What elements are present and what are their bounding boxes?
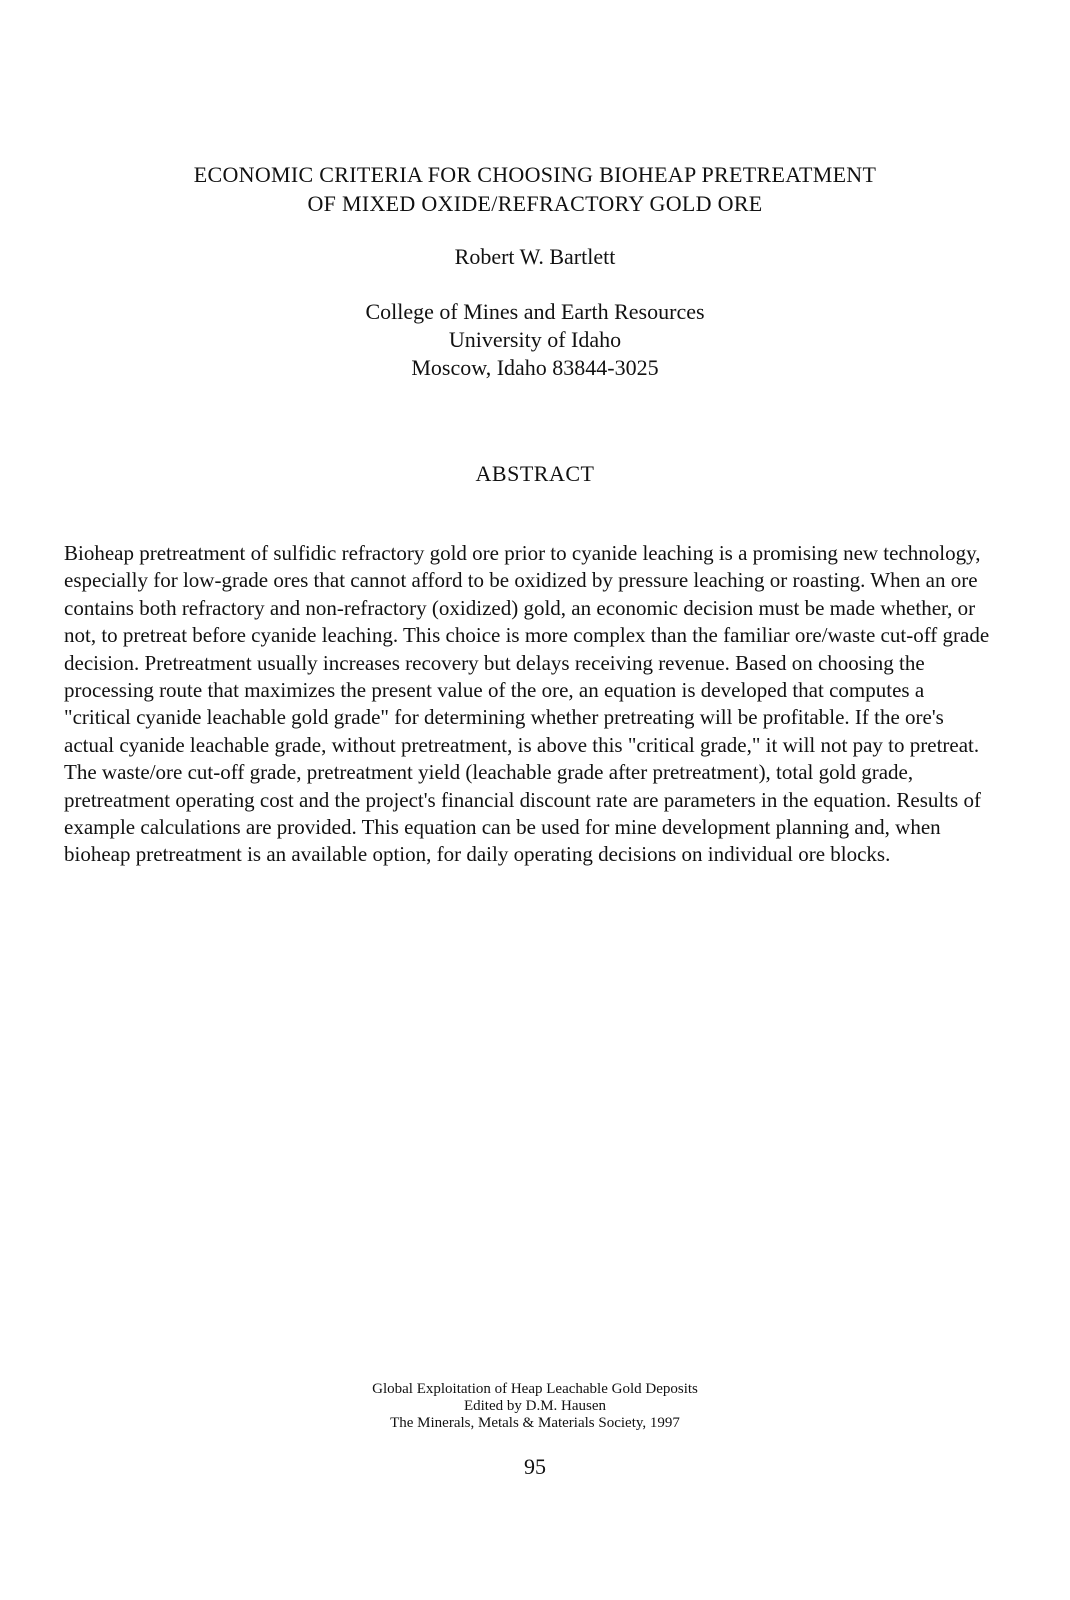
title-line: OF MIXED OXIDE/REFRACTORY GOLD ORE: [307, 191, 763, 216]
footer-line: The Minerals, Metals & Materials Society, 1997: [390, 1415, 680, 1431]
footer-line: Global Exploitation of Heap Leachable Gold Deposits: [372, 1381, 698, 1397]
title-line: ECONOMIC CRITERIA FOR CHOOSING BIOHEAP PRETREATMENT: [193, 162, 877, 187]
page-number: 95: [524, 1454, 546, 1479]
affiliation-line: College of Mines and Earth Resources: [365, 299, 705, 324]
footer-line: Edited by D.M. Hausen: [463, 1398, 607, 1414]
paper-title: [60, 160, 1010, 218]
affiliation-line: Moscow, Idaho 83844-3025: [411, 355, 659, 380]
publication-footer: [60, 1381, 1010, 1432]
author-name: Robert W. Bartlett: [454, 244, 616, 269]
author-affiliation: [60, 298, 1010, 382]
abstract-body: Bioheap pretreatment of sulfidic refractory gold ore prior to cyanide leaching is a promising new technology, especially for low-grade ores that cannot afford to be oxidized by pressure leaching or roasting. When an ore contains both refractory and non-refractory (oxidized) gold, an economic decision must be made whether, or not, to pretreat before cyanide leaching. This choice is more complex than the familiar ore/waste cut-off grade decision. Pretreatment usually increases recovery but delays receiving revenue. Based on choosing the processing route that maximizes the present value of the ore, an equation is developed that computes a "critical cyanide leachable gold grade" for determining whether pretreating will be profitable. If the ore's actual cyanide leachable grade, without pretreatment, is above this "critical grade," it will not pay to pretreat. The waste/ore cut-off grade, pretreatment yield (leachable grade after pretreatment), total gold grade, pretreatment operating cost and the project's financial discount rate are parameters in the equation. Results of example calculations are provided. This equation can be used for mine development planning and, when bioheap pretreatment is an available option, for daily operating decisions on individual ore blocks.: [64, 541, 990, 867]
abstract-heading: ABSTRACT: [475, 461, 595, 486]
affiliation-line: University of Idaho: [448, 327, 622, 352]
